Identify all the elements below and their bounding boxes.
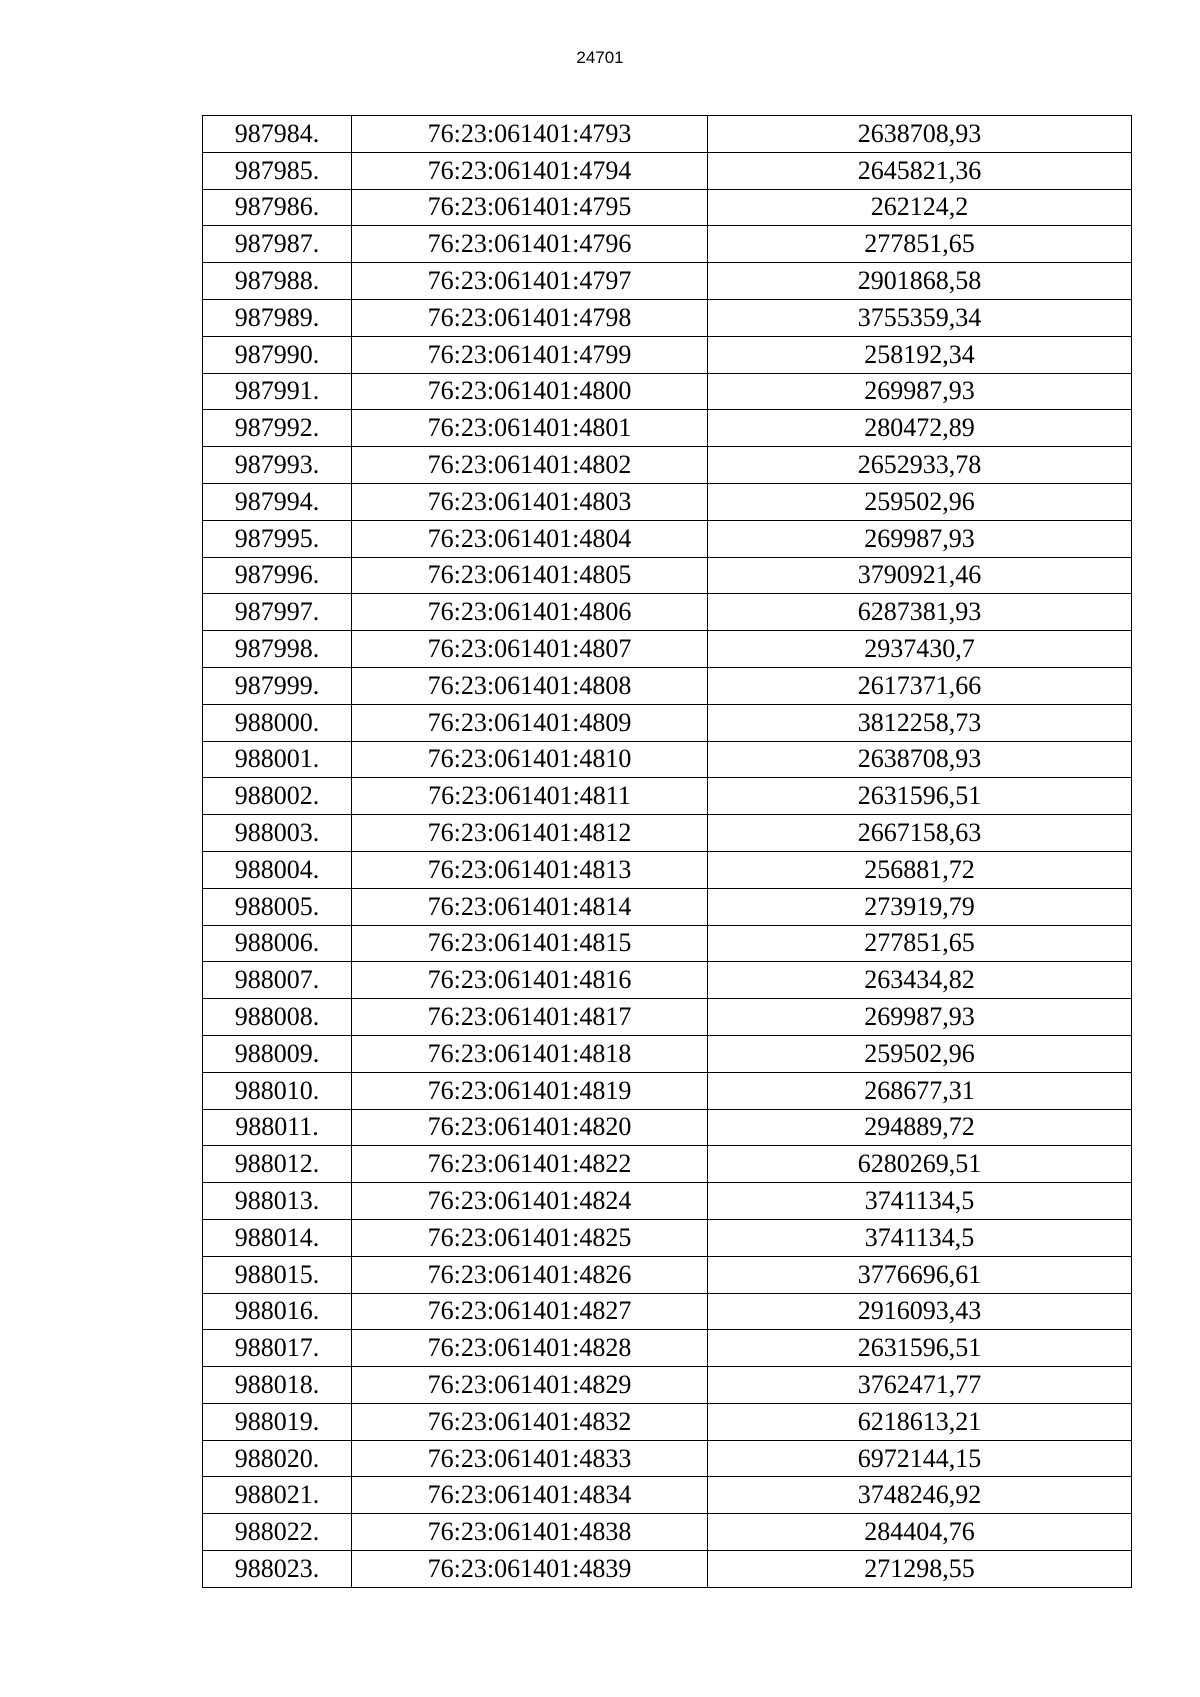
cadastral-number-cell: 76:23:061401:4802	[352, 447, 708, 484]
cadastral-value-cell: 3741134,5	[708, 1183, 1132, 1220]
cadastral-number-cell: 76:23:061401:4804	[352, 520, 708, 557]
cadastral-value-cell: 6287381,93	[708, 594, 1132, 631]
cadastral-number-cell: 76:23:061401:4827	[352, 1293, 708, 1330]
table-row	[203, 1109, 1132, 1146]
table-row	[203, 263, 1132, 300]
row-number-cell: 988020.	[203, 1440, 352, 1477]
cadastral-value-cell: 3812258,73	[708, 704, 1132, 741]
cadastral-value-cell: 2645821,36	[708, 152, 1132, 189]
cadastral-value-cell: 271298,55	[708, 1551, 1132, 1588]
cadastral-value-cell: 263434,82	[708, 962, 1132, 999]
table-row	[203, 888, 1132, 925]
row-number-cell: 988002.	[203, 778, 352, 815]
row-number-cell: 988003.	[203, 815, 352, 852]
row-number-cell: 988023.	[203, 1551, 352, 1588]
table-row	[203, 1367, 1132, 1404]
cadastral-number-cell: 76:23:061401:4793	[352, 116, 708, 153]
table-row	[203, 373, 1132, 410]
table-row	[203, 999, 1132, 1036]
table-row	[203, 741, 1132, 778]
row-number-cell: 987994.	[203, 483, 352, 520]
cadastral-number-cell: 76:23:061401:4806	[352, 594, 708, 631]
cadastral-value-cell: 262124,2	[708, 189, 1132, 226]
cadastral-number-cell: 76:23:061401:4829	[352, 1367, 708, 1404]
cadastral-number-cell: 76:23:061401:4798	[352, 299, 708, 336]
page-number: 24701	[576, 48, 624, 67]
table-row	[203, 1293, 1132, 1330]
table-row	[203, 336, 1132, 373]
table-row	[203, 1219, 1132, 1256]
table-row	[203, 1477, 1132, 1514]
cadastral-number-cell: 76:23:061401:4794	[352, 152, 708, 189]
cadastral-value-cell: 277851,65	[708, 226, 1132, 263]
cadastral-number-cell: 76:23:061401:4796	[352, 226, 708, 263]
cadastral-number-cell: 76:23:061401:4825	[352, 1219, 708, 1256]
cadastral-number-cell: 76:23:061401:4799	[352, 336, 708, 373]
table-row	[203, 925, 1132, 962]
cadastral-number-cell: 76:23:061401:4814	[352, 888, 708, 925]
cadastral-number-cell: 76:23:061401:4811	[352, 778, 708, 815]
table-row	[203, 447, 1132, 484]
cadastral-value-cell: 3755359,34	[708, 299, 1132, 336]
cadastral-number-cell: 76:23:061401:4813	[352, 851, 708, 888]
cadastral-value-cell: 6218613,21	[708, 1403, 1132, 1440]
table-row	[203, 667, 1132, 704]
table-row	[203, 1440, 1132, 1477]
cadastral-number-cell: 76:23:061401:4828	[352, 1330, 708, 1367]
row-number-cell: 988000.	[203, 704, 352, 741]
row-number-cell: 987991.	[203, 373, 352, 410]
cadastral-value-cell: 3776696,61	[708, 1256, 1132, 1293]
row-number-cell: 988022.	[203, 1514, 352, 1551]
cadastral-number-cell: 76:23:061401:4797	[352, 263, 708, 300]
cadastral-number-cell: 76:23:061401:4801	[352, 410, 708, 447]
cadastral-value-cell: 3762471,77	[708, 1367, 1132, 1404]
cadastral-value-cell: 6972144,15	[708, 1440, 1132, 1477]
cadastral-value-cell: 258192,34	[708, 336, 1132, 373]
cadastral-number-cell: 76:23:061401:4832	[352, 1403, 708, 1440]
table-row	[203, 1183, 1132, 1220]
table-row	[203, 631, 1132, 668]
cadastral-value-cell: 269987,93	[708, 373, 1132, 410]
row-number-cell: 987987.	[203, 226, 352, 263]
table-body	[203, 116, 1132, 1588]
cadastral-number-cell: 76:23:061401:4800	[352, 373, 708, 410]
cadastral-number-cell: 76:23:061401:4819	[352, 1072, 708, 1109]
row-number-cell: 987999.	[203, 667, 352, 704]
cadastral-value-cell: 268677,31	[708, 1072, 1132, 1109]
cadastral-number-cell: 76:23:061401:4824	[352, 1183, 708, 1220]
cadastral-number-cell: 76:23:061401:4810	[352, 741, 708, 778]
cadastral-number-cell: 76:23:061401:4807	[352, 631, 708, 668]
row-number-cell: 987989.	[203, 299, 352, 336]
cadastral-number-cell: 76:23:061401:4805	[352, 557, 708, 594]
cadastral-value-cell: 277851,65	[708, 925, 1132, 962]
cadastral-number-cell: 76:23:061401:4816	[352, 962, 708, 999]
cadastral-value-cell: 3741134,5	[708, 1219, 1132, 1256]
cadastral-value-cell: 2901868,58	[708, 263, 1132, 300]
row-number-cell: 987984.	[203, 116, 352, 153]
row-number-cell: 988013.	[203, 1183, 352, 1220]
row-number-cell: 988004.	[203, 851, 352, 888]
row-number-cell: 988016.	[203, 1293, 352, 1330]
row-number-cell: 987992.	[203, 410, 352, 447]
table-row	[203, 152, 1132, 189]
cadastral-number-cell: 76:23:061401:4818	[352, 1035, 708, 1072]
cadastral-number-cell: 76:23:061401:4834	[352, 1477, 708, 1514]
row-number-cell: 988005.	[203, 888, 352, 925]
cadastral-value-cell: 2638708,93	[708, 741, 1132, 778]
row-number-cell: 988018.	[203, 1367, 352, 1404]
cadastral-value-cell: 269987,93	[708, 520, 1132, 557]
row-number-cell: 988007.	[203, 962, 352, 999]
cadastral-value-cell: 2617371,66	[708, 667, 1132, 704]
row-number-cell: 987993.	[203, 447, 352, 484]
cadastral-number-cell: 76:23:061401:4803	[352, 483, 708, 520]
cadastral-value-cell: 2652933,78	[708, 447, 1132, 484]
cadastral-value-cell: 259502,96	[708, 483, 1132, 520]
table-row	[203, 116, 1132, 153]
table-row	[203, 962, 1132, 999]
cadastral-value-cell: 2916093,43	[708, 1293, 1132, 1330]
cadastral-value-cell: 269987,93	[708, 999, 1132, 1036]
cadastral-value-cell: 2631596,51	[708, 778, 1132, 815]
row-number-cell: 987996.	[203, 557, 352, 594]
row-number-cell: 988019.	[203, 1403, 352, 1440]
table-row	[203, 704, 1132, 741]
cadastral-number-cell: 76:23:061401:4822	[352, 1146, 708, 1183]
cadastral-number-cell: 76:23:061401:4833	[352, 1440, 708, 1477]
cadastral-number-cell: 76:23:061401:4815	[352, 925, 708, 962]
cadastral-value-cell: 6280269,51	[708, 1146, 1132, 1183]
table-row	[203, 778, 1132, 815]
row-number-cell: 987998.	[203, 631, 352, 668]
row-number-cell: 987986.	[203, 189, 352, 226]
cadastral-number-cell: 76:23:061401:4795	[352, 189, 708, 226]
row-number-cell: 987988.	[203, 263, 352, 300]
table-row	[203, 299, 1132, 336]
table-row	[203, 410, 1132, 447]
cadastral-number-cell: 76:23:061401:4838	[352, 1514, 708, 1551]
cadastral-number-cell: 76:23:061401:4820	[352, 1109, 708, 1146]
table-row	[203, 1035, 1132, 1072]
table-row	[203, 557, 1132, 594]
table-row	[203, 1146, 1132, 1183]
cadastral-value-cell: 294889,72	[708, 1109, 1132, 1146]
cadastral-number-cell: 76:23:061401:4839	[352, 1551, 708, 1588]
cadastral-number-cell: 76:23:061401:4809	[352, 704, 708, 741]
table-row	[203, 1072, 1132, 1109]
row-number-cell: 987985.	[203, 152, 352, 189]
cadastral-value-cell: 273919,79	[708, 888, 1132, 925]
cadastral-value-cell: 256881,72	[708, 851, 1132, 888]
cadastral-value-cell: 284404,76	[708, 1514, 1132, 1551]
cadastral-number-cell: 76:23:061401:4817	[352, 999, 708, 1036]
cadastral-value-cell: 3748246,92	[708, 1477, 1132, 1514]
row-number-cell: 988014.	[203, 1219, 352, 1256]
cadastral-value-cell: 259502,96	[708, 1035, 1132, 1072]
table-row	[203, 594, 1132, 631]
cadastral-value-cell: 2631596,51	[708, 1330, 1132, 1367]
cadastral-value-cell: 280472,89	[708, 410, 1132, 447]
row-number-cell: 988017.	[203, 1330, 352, 1367]
row-number-cell: 988008.	[203, 999, 352, 1036]
table-row	[203, 815, 1132, 852]
row-number-cell: 988021.	[203, 1477, 352, 1514]
row-number-cell: 988011.	[203, 1109, 352, 1146]
cadastral-value-cell: 2638708,93	[708, 116, 1132, 153]
row-number-cell: 988009.	[203, 1035, 352, 1072]
row-number-cell: 988001.	[203, 741, 352, 778]
cadastral-number-cell: 76:23:061401:4812	[352, 815, 708, 852]
row-number-cell: 988006.	[203, 925, 352, 962]
table-row	[203, 1403, 1132, 1440]
table-row	[203, 189, 1132, 226]
cadastral-number-cell: 76:23:061401:4808	[352, 667, 708, 704]
table-row	[203, 226, 1132, 263]
table-row	[203, 520, 1132, 557]
table-row	[203, 1514, 1132, 1551]
table-row	[203, 1330, 1132, 1367]
row-number-cell: 987990.	[203, 336, 352, 373]
row-number-cell: 988015.	[203, 1256, 352, 1293]
row-number-cell: 987997.	[203, 594, 352, 631]
cadastral-value-cell: 2937430,7	[708, 631, 1132, 668]
row-number-cell: 988010.	[203, 1072, 352, 1109]
cadastral-number-cell: 76:23:061401:4826	[352, 1256, 708, 1293]
table-row	[203, 483, 1132, 520]
table-row	[203, 1256, 1132, 1293]
table-row	[203, 851, 1132, 888]
cadastral-value-cell: 3790921,46	[708, 557, 1132, 594]
cadastral-value-table	[202, 115, 1132, 1588]
row-number-cell: 988012.	[203, 1146, 352, 1183]
table-row	[203, 1551, 1132, 1588]
row-number-cell: 987995.	[203, 520, 352, 557]
cadastral-value-cell: 2667158,63	[708, 815, 1132, 852]
